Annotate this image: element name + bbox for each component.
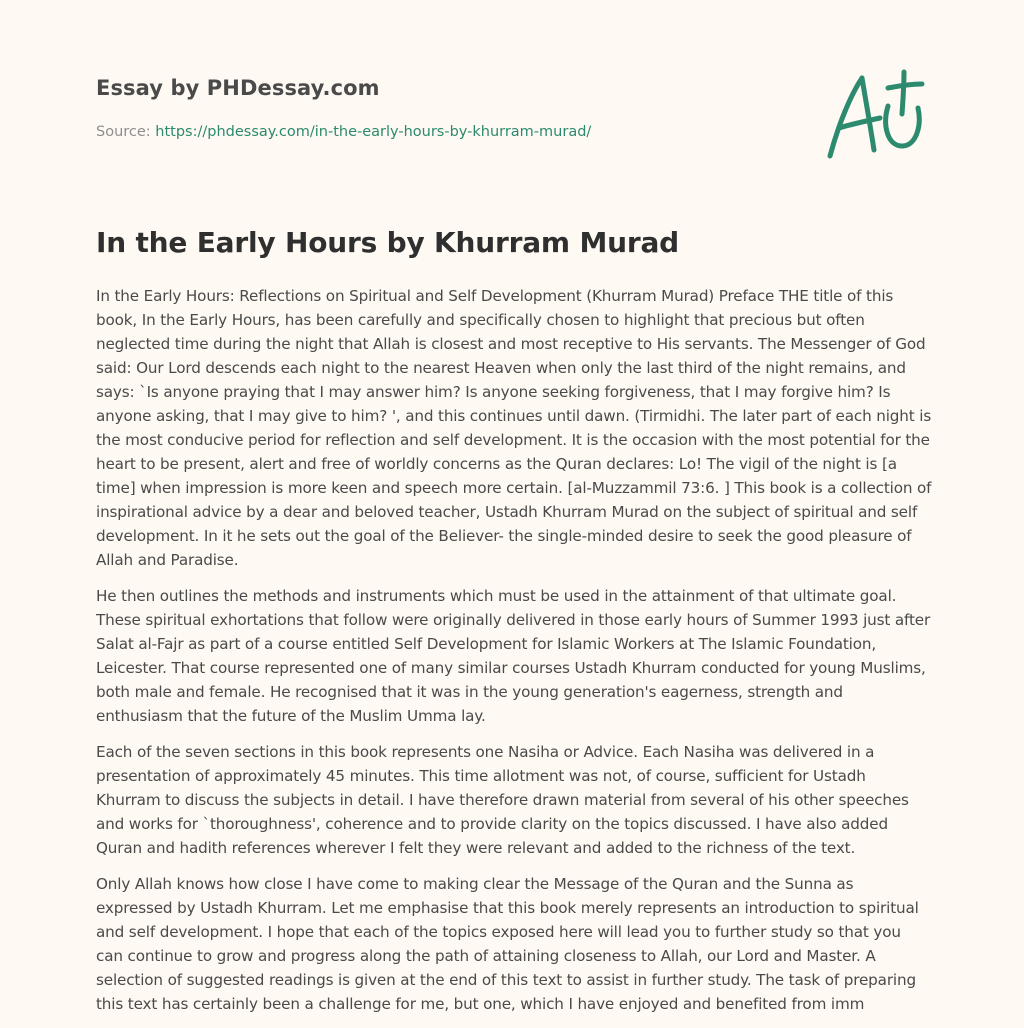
- essay-paragraph: Only Allah knows how close I have come to making clear the Message of the Quran and the Sunna as expressed by Ustadh Khurram. Let me emphasise that this book merely represents an introduction to spiritual and self development. I hope that each of the topics exposed here will lead you to further study so that you can continue to grow and progress along the path of attaining closeness to Allah, our Lord and Master. A selection of suggested readings is given at the end of this text to assist in further study. The task of preparing this text has certainly been a challenge for me, but one, which I have enjoyed and benefited from imm: [96, 875, 919, 1013]
- essay-paragraph: Each of the seven sections in this book represents one Nasiha or Advice. Each Nasiha was delivered in a presentation of approximately 45 minutes. This time allotment was not, of course, sufficient for Ustadh Khurram to discuss the subjects in detail. I have therefore drawn material from several of his other speeches and works for `thoroughness', coherence and to provide clarity on the topics discussed. I have also added Quran and hadith references wherever I felt they were relevant and added to the richness of the text.: [96, 743, 909, 857]
- a-plus-logo-icon: [824, 66, 928, 166]
- essay-paragraph: He then outlines the methods and instruments which must be used in the attainment of that ultimate goal. These spiritual exhortations that follow were originally delivered in those early hours of Summer 1993 just after Salat al-Fajr as part of a course entitled Self Development for Islamic Workers at The Islamic Foundation, Leicester. That course represented one of many similar courses Ustadh Khurram conducted for young Muslims, both male and female. He recognised that it was in the young generation's eagerness, strength and enthusiasm that the future of the Muslim Umma lay.: [96, 587, 931, 725]
- source-label: Source:: [96, 124, 156, 140]
- essay-title: In the Early Hours by Khurram Murad: [96, 226, 679, 259]
- site-title: Essay by PHDessay.com: [96, 76, 380, 100]
- essay-paragraph: In the Early Hours: Reflections on Spiritual and Self Development (Khurram Murad) Preface THE title of this book, In the Early Hours, has been carefully and specifically chosen to highlight that precious but often neglected time during the night that Allah is closest and most receptive to His servants. The Messenger of God said: Our Lord descends each night to the nearest Heaven when only the last third of the night remains, and says: `Is anyone praying that I may answer him? Is anyone seeking forgiveness, that I may forgive him? Is anyone asking, that I may give to him? ', and this continues until dawn. (Tirmidhi. The later part of each night is the most conducive period for reflection and self development. It is the occasion with the most potential for the heart to be present, alert and free of worldly concerns as the Quran declares: Lo! The vigil of the night is [a time] when impression is more keen and speech more certain. [al-Muzzammil 73:6. ] This book is a collection of inspirational advice by a dear and beloved teacher, Ustadh Khurram Murad on the subject of spiritual and self development. In it he sets out the goal of the Believer- the single-minded desire to seek the good pleasure of Allah and Paradise.: [96, 287, 932, 569]
- essay-body: [96, 284, 932, 1028]
- source-line: [96, 124, 591, 140]
- source-link[interactable]: https://phdessay.com/in-the-early-hours-by-khurram-murad/: [155, 124, 592, 140]
